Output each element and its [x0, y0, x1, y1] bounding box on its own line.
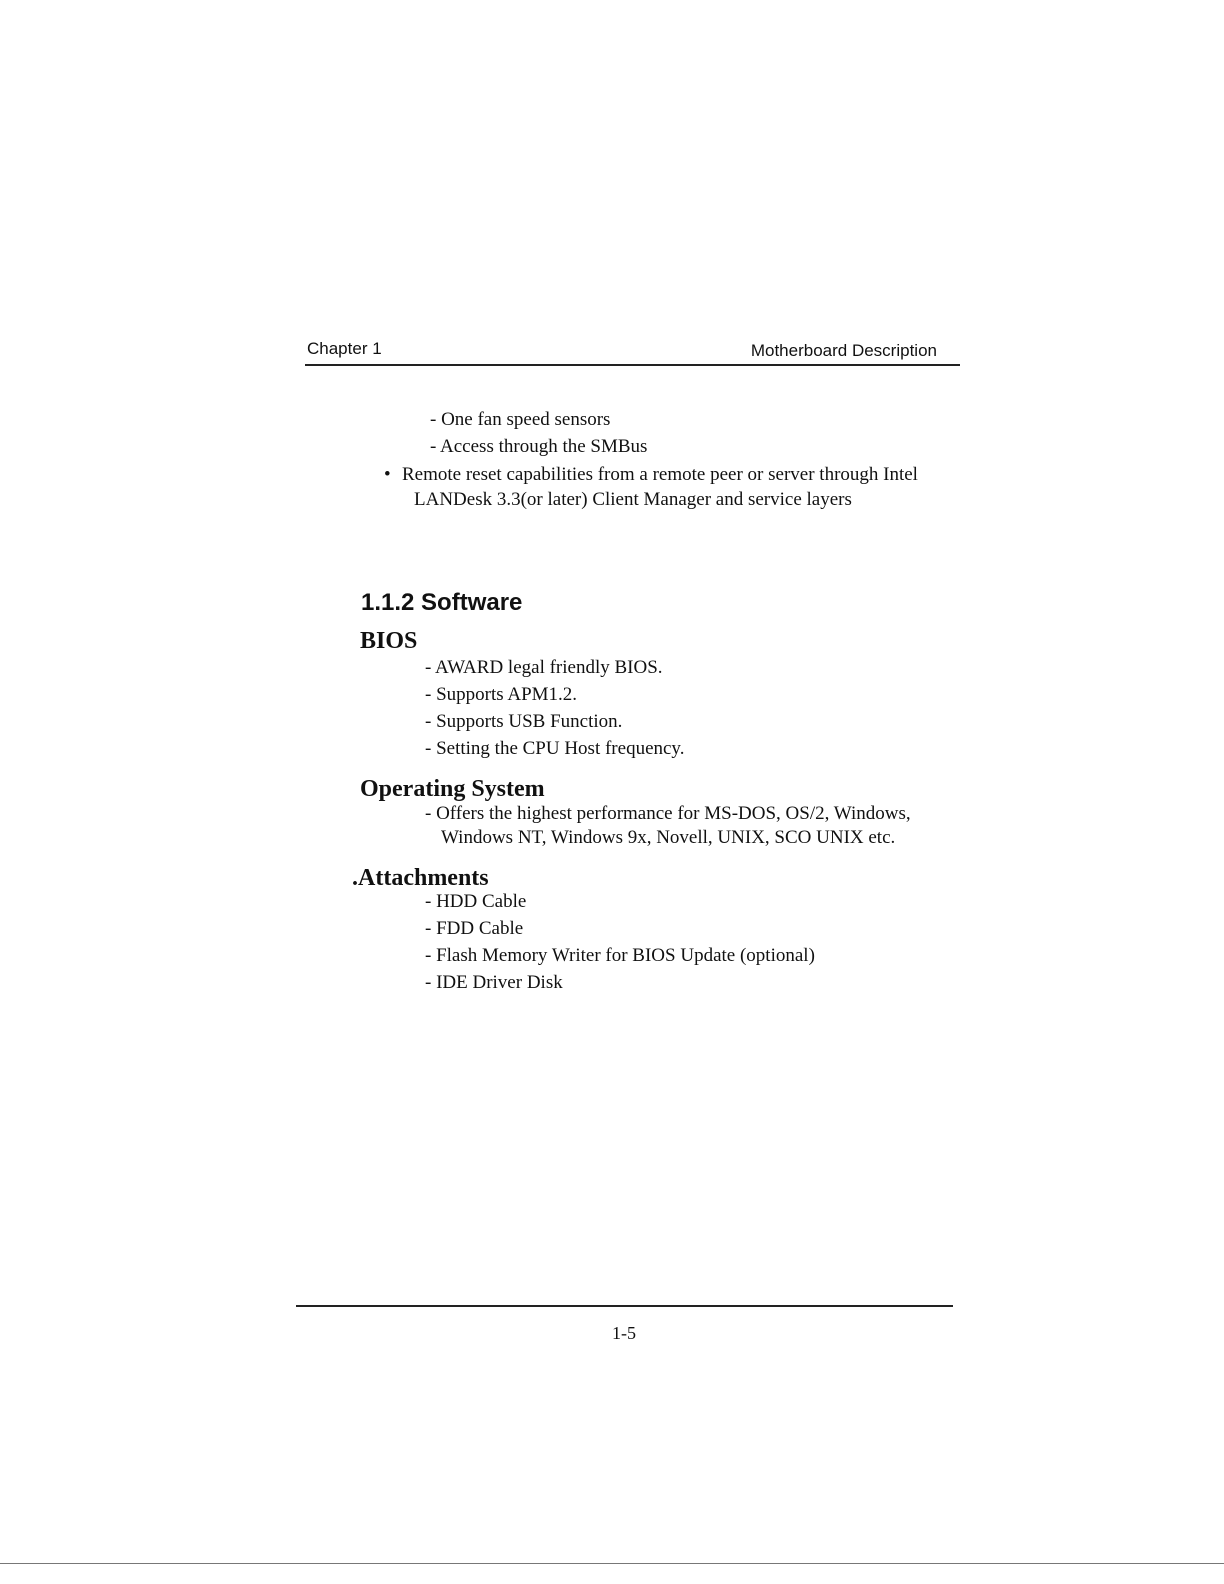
list-item: - Supports APM1.2.	[425, 684, 578, 705]
list-item: - Flash Memory Writer for BIOS Update (optional)	[425, 945, 815, 966]
list-item: - One fan speed sensors	[430, 409, 611, 430]
operating-system-heading: Operating System	[360, 776, 545, 802]
chapter-label: Chapter 1	[307, 339, 382, 358]
list-item: - Supports USB Function.	[425, 711, 623, 732]
bullet-text-line-2: LANDesk 3.3(or later) Client Manager and service layers	[414, 489, 852, 510]
operating-system-description	[425, 802, 960, 850]
list-item: - Access through the SMBus	[430, 436, 648, 457]
bullet-text-line-1: Remote reset capabilities from a remote peer or server through Intel	[402, 464, 918, 485]
list-item: - IDE Driver Disk	[425, 972, 563, 993]
os-description-line-2: Windows NT, Windows 9x, Novell, UNIX, SCO UNIX etc.	[441, 827, 896, 848]
list-item: - FDD Cable	[425, 918, 524, 939]
page-header	[305, 338, 960, 366]
os-description-line-1: - Offers the highest performance for MS-DOS, OS/2, Windows,	[425, 803, 911, 824]
page-number: 1-5	[612, 1323, 636, 1343]
list-item: - AWARD legal friendly BIOS.	[425, 657, 663, 678]
bios-heading: BIOS	[360, 628, 418, 654]
list-item: - HDD Cable	[425, 891, 527, 912]
section-title: Motherboard Description	[750, 341, 937, 360]
bullet-marker: •	[384, 464, 391, 485]
scan-edge-line	[0, 1563, 1224, 1564]
attachments-list	[425, 888, 815, 996]
software-section-heading: 1.1.2 Software	[361, 589, 523, 616]
feature-sublist	[430, 406, 647, 460]
list-item: - Setting the CPU Host frequency.	[425, 738, 685, 759]
attachments-heading: .Attachments	[352, 865, 489, 891]
bios-list	[425, 654, 684, 762]
footer-rule	[296, 1305, 953, 1307]
